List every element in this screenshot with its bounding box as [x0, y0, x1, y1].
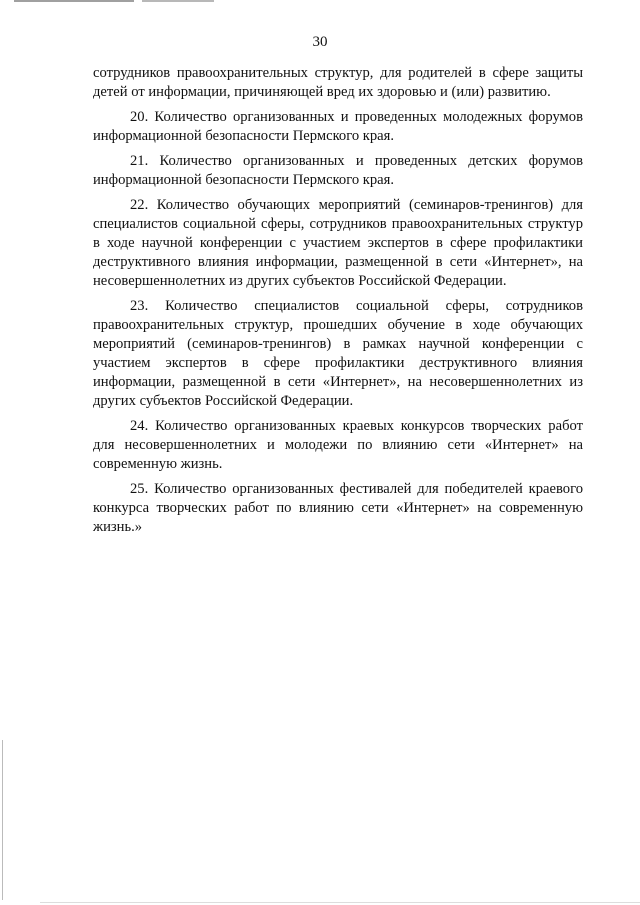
paragraph-continuation: сотрудников правоохранительных структур, для родителей в сфере защиты детей от информации, причиняющей вред их здоровью и (или) развитию.	[93, 65, 583, 100]
page-number: 30	[312, 34, 328, 50]
scan-artifact-left-line	[2, 740, 3, 900]
list-item-22: 22. Количество обучающих мероприятий (семинаров-тренингов) для специалистов социальной сферы, сотрудников правоохранительных структур в ходе научной конференции с участием экспертов в сфере профилактики деструктивного влияния информации, размещенной в сети «Интернет», на несовершеннолетних из других субъектов Российской Федерации.	[93, 197, 583, 289]
list-item-21: 21. Количество организованных и проведенных детских форумов информационной безопасности Пермского края.	[93, 153, 583, 188]
list-item-23: 23. Количество специалистов социальной сферы, сотрудников правоохранительных структур, прошедших обучение в ходе обучающих мероприятий (семинаров-тренингов) в рамках научной конференции с участием экспертов в сфере профилактики деструктивного влияния информации, размещенной в сети «Интернет», на несовершеннолетних из других субъектов Российской Федерации.	[93, 298, 583, 409]
scan-artifact-bottom-line	[40, 902, 640, 903]
list-item-25: 25. Количество организованных фестивалей для победителей краевого конкурса творческих работ по влиянию сети «Интернет» на современную жизнь.»	[93, 481, 583, 535]
scan-artifact-top-line	[14, 0, 214, 2]
document-body	[93, 64, 583, 537]
list-item-20: 20. Количество организованных и проведенных молодежных форумов информационной безопасности Пермского края.	[93, 109, 583, 144]
list-item-24: 24. Количество организованных краевых конкурсов творческих работ для несовершеннолетних и молодежи по влиянию сети «Интернет» на современную жизнь.	[93, 418, 583, 472]
